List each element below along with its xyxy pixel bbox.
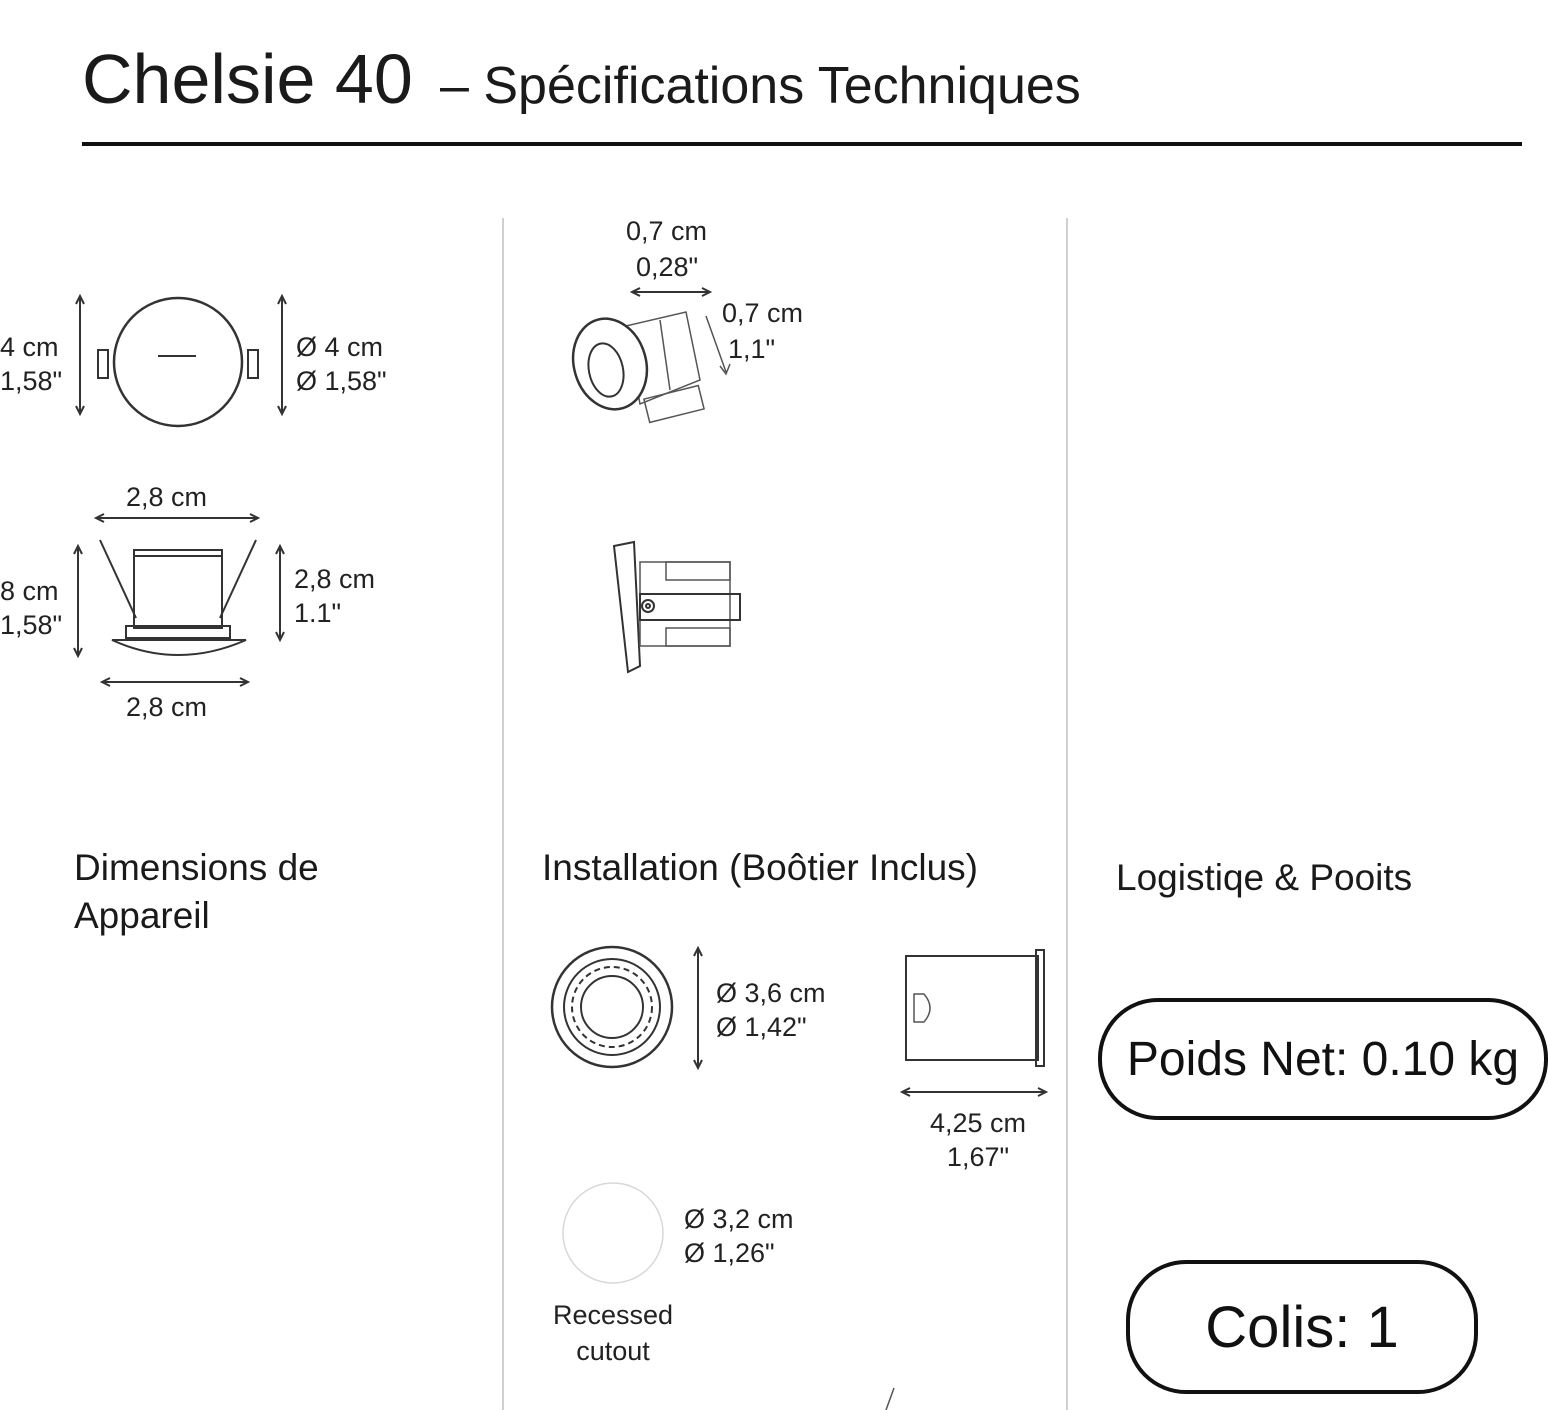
net-weight-text: Poids Net: 0.10 kg (1126, 1032, 1520, 1086)
side-view-top-width: 2,8 cm (126, 482, 208, 512)
side-view-right-dim-in: 1.1" (294, 598, 342, 628)
cutout-label-line1: Recessed (552, 1300, 674, 1330)
housing-side-drawing (898, 944, 1058, 1104)
net-weight-badge (1098, 998, 1548, 1120)
top-view-left-dim-cm: 4 cm (0, 332, 59, 362)
column-divider-2 (1066, 218, 1068, 1410)
side-view-right-dim-cm: 2,8 cm (294, 564, 376, 594)
top-view-right-dim-cm: Ø 4 cm (296, 332, 384, 362)
cutout-diameter-cm: Ø 3,2 cm (684, 1204, 794, 1234)
header-rule (82, 142, 1522, 146)
fixture-isometric-drawing (560, 280, 740, 450)
housing-diameter-in: Ø 1,42" (716, 1012, 807, 1042)
fixture-side-view-drawing (60, 508, 300, 698)
cutout-diameter-in: Ø 1,26" (684, 1238, 775, 1268)
dimensions-section-title-line1: Dimensions de (74, 847, 319, 888)
iso-depth-dim-in: 1,1" (728, 334, 776, 364)
side-view-bottom-width: 2,8 cm (126, 692, 208, 722)
packages-badge (1126, 1260, 1478, 1394)
top-view-right-dim-in: Ø 1,58" (296, 366, 387, 396)
fixture-top-view-drawing (60, 290, 300, 430)
housing-diameter-cm: Ø 3,6 cm (716, 978, 826, 1008)
housing-length-cm: 4,25 cm (929, 1108, 1027, 1138)
top-view-left-dim-in: 1,58" (0, 366, 63, 396)
iso-top-dim-cm: 0,7 cm (626, 216, 708, 246)
side-view-left-dim-cm: 8 cm (0, 576, 59, 606)
page-subtitle: – Spécifications Techniques (440, 57, 1081, 115)
packages-text: Colis: 1 (1205, 1294, 1399, 1360)
installation-section-title: Installation (Boôtier Inclus) (542, 847, 978, 888)
product-title: Chelsie 40 (82, 40, 413, 118)
stray-line-mark (880, 1386, 900, 1410)
iso-top-dim-in: 0,28" (636, 252, 699, 282)
dimensions-section-title-line2: Appareil (74, 895, 210, 936)
fixture-profile-drawing (606, 538, 756, 678)
housing-front-drawing (548, 944, 718, 1074)
iso-depth-dim-cm: 0,7 cm (722, 298, 804, 328)
recessed-cutout-circle (560, 1180, 670, 1290)
side-view-left-dim-in: 1,58" (0, 610, 63, 640)
housing-length-in: 1,67" (946, 1142, 1010, 1172)
cutout-label-line2: cutout (576, 1336, 650, 1366)
column-divider-1 (502, 218, 504, 1410)
logistics-section-title: Logistiqe & Pooits (1116, 857, 1413, 898)
